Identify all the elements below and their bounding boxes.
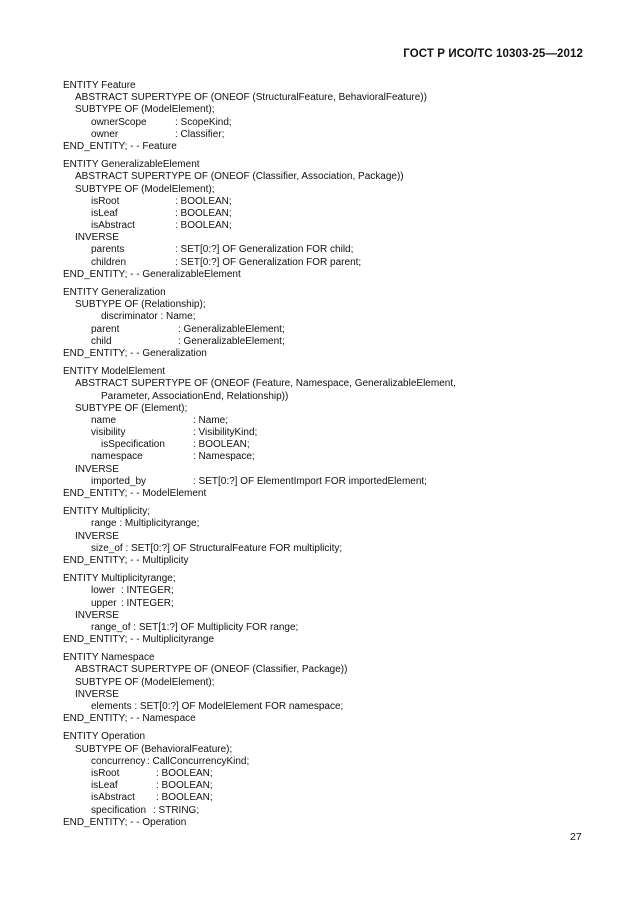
code-line	[63, 555, 590, 567]
code-text: owner	[91, 128, 119, 140]
code-text: ENTITY Generalization	[63, 287, 166, 298]
code-line	[63, 324, 590, 336]
code-line	[63, 232, 590, 244]
code-text: imported_by	[91, 475, 147, 487]
code-text: visibility	[91, 427, 126, 439]
code-line	[63, 220, 590, 232]
code-line	[63, 299, 590, 311]
code-text: isAbstract	[91, 220, 135, 232]
entity-block	[63, 366, 590, 500]
code-text: isRoot	[91, 195, 120, 207]
code-text: discriminator : Name;	[101, 311, 196, 323]
code-text: INVERSE	[75, 609, 119, 621]
code-line	[63, 104, 590, 116]
code-text: isLeaf	[91, 780, 118, 792]
code-line	[63, 464, 590, 476]
code-text: child	[91, 335, 112, 347]
code-line	[63, 701, 590, 713]
code-line	[63, 768, 590, 780]
attribute-type: : BOOLEAN;	[156, 780, 213, 792]
code-text: ENTITY Multiplicity;	[63, 506, 151, 518]
attribute-type: : BOOLEAN;	[175, 195, 232, 207]
code-line	[63, 415, 590, 427]
code-line	[63, 348, 590, 360]
code-text: END_ENTITY; - - Feature	[63, 140, 177, 152]
code-line	[63, 531, 590, 543]
code-line	[63, 451, 590, 463]
code-text: SUBTYPE OF (Element);	[75, 402, 188, 414]
code-text: name	[91, 414, 117, 426]
code-line	[63, 585, 590, 597]
code-text: END_ENTITY; - - Namespace	[63, 713, 196, 725]
code-line	[63, 439, 590, 451]
code-text: ABSTRACT SUPERTYPE OF (ONEOF (Classifier, Association, Package))	[75, 171, 404, 183]
code-text: SUBTYPE OF (Relationship);	[75, 299, 206, 311]
code-line	[63, 731, 590, 743]
code-text: END_ENTITY; - - Multiplicity	[63, 554, 189, 566]
code-line	[63, 196, 590, 208]
code-line	[63, 488, 590, 500]
code-text: SUBTYPE OF (ModelElement);	[75, 183, 215, 195]
attribute-type: : GeneralizableElement;	[178, 323, 285, 335]
code-text: children	[91, 256, 127, 268]
code-line	[63, 573, 590, 585]
code-text: INVERSE	[75, 232, 119, 244]
code-line	[63, 366, 590, 378]
code-line	[63, 184, 590, 196]
attribute-type: : GeneralizableElement;	[178, 335, 285, 347]
code-text: END_ENTITY; - - Operation	[63, 816, 187, 828]
code-line	[63, 677, 590, 689]
code-text: elements : SET[0:?] OF ModelElement FOR namespace;	[91, 701, 344, 712]
code-line	[63, 476, 590, 488]
code-line	[63, 244, 590, 256]
code-line	[63, 598, 590, 610]
code-line	[63, 287, 590, 299]
code-text: ABSTRACT SUPERTYPE OF (ONEOF (Feature, Namespace, GeneralizableElement,	[75, 378, 456, 390]
entity-block	[63, 80, 590, 153]
code-text: Parameter, AssociationEnd, Relationship))	[101, 390, 289, 402]
code-line	[63, 129, 590, 141]
entity-block	[63, 506, 590, 567]
code-text: END_ENTITY; - - ModelElement	[63, 488, 207, 499]
code-text: parent	[91, 323, 120, 335]
code-text: isSpecification	[101, 439, 165, 451]
code-line	[63, 713, 590, 725]
code-line	[63, 336, 590, 348]
attribute-type: : BOOLEAN;	[175, 220, 232, 232]
code-line	[63, 171, 590, 183]
code-line	[63, 792, 590, 804]
code-text: parents	[91, 244, 125, 256]
code-line	[63, 805, 590, 817]
code-line	[63, 159, 590, 171]
code-text: SUBTYPE OF (BehavioralFeature);	[75, 743, 233, 755]
code-line	[63, 610, 590, 622]
code-text: ownerScope	[91, 116, 147, 128]
code-text: specification	[91, 804, 147, 816]
entity-block	[63, 159, 590, 281]
code-text: ENTITY Namespace	[63, 652, 155, 664]
code-line	[63, 403, 590, 415]
code-text: lower	[91, 585, 115, 597]
attribute-type: : BOOLEAN;	[156, 792, 213, 804]
code-text: size_of : SET[0:?] OF StructuralFeature FOR multiplicity;	[91, 542, 343, 554]
code-line	[63, 311, 590, 323]
code-line	[63, 664, 590, 676]
attribute-type: : STRING;	[153, 804, 200, 816]
code-line	[63, 634, 590, 646]
code-text: ENTITY GeneralizableElement	[63, 159, 200, 171]
entity-block	[63, 287, 590, 360]
code-line	[63, 744, 590, 756]
code-text: ENTITY ModelElement	[63, 366, 166, 378]
code-text: range_of : SET[1:?] OF Multiplicity FOR range;	[91, 621, 299, 633]
code-line	[63, 117, 590, 129]
attribute-type: : BOOLEAN;	[175, 207, 232, 219]
attribute-type: : VisibilityKind;	[193, 427, 258, 439]
code-text: upper	[91, 597, 117, 609]
code-line	[63, 80, 590, 92]
code-text: INVERSE	[75, 688, 119, 700]
attribute-type: : SET[0:?] OF Generalization FOR parent;	[175, 256, 362, 268]
code-line	[63, 622, 590, 634]
code-line	[63, 208, 590, 220]
code-text: ENTITY Feature	[63, 80, 136, 91]
document-header: ГОСТ Р ИСО/ТС 10303-25—2012	[403, 48, 583, 60]
code-text: isAbstract	[91, 792, 135, 804]
express-listing	[63, 80, 590, 835]
code-text: END_ENTITY; - - GeneralizableElement	[63, 268, 241, 280]
code-text: SUBTYPE OF (ModelElement);	[75, 104, 215, 116]
attribute-type: : Classifier;	[175, 128, 225, 140]
code-line	[63, 269, 590, 281]
code-line	[63, 141, 590, 153]
code-line	[63, 756, 590, 768]
code-text: ENTITY Operation	[63, 731, 146, 743]
code-line	[63, 92, 590, 104]
code-line	[63, 518, 590, 530]
attribute-type: : SET[0:?] OF Generalization FOR child;	[175, 244, 354, 256]
code-line	[63, 652, 590, 664]
code-line	[63, 780, 590, 792]
entity-block	[63, 652, 590, 725]
attribute-type: : Name;	[193, 414, 229, 426]
attribute-type: : Namespace;	[193, 451, 255, 463]
attribute-type: : SET[0:?] OF ElementImport FOR importedElement;	[193, 475, 427, 487]
code-text: INVERSE	[75, 463, 119, 475]
attribute-type: : INTEGER;	[121, 585, 174, 597]
code-text: isLeaf	[91, 207, 118, 219]
code-text: END_ENTITY; - - Generalization	[63, 347, 207, 359]
code-text: ABSTRACT SUPERTYPE OF (ONEOF (Classifier, Package))	[75, 664, 348, 676]
code-text: isRoot	[91, 767, 120, 779]
code-line	[63, 427, 590, 439]
attribute-type: : INTEGER;	[121, 597, 174, 609]
code-text: namespace	[91, 451, 143, 463]
code-text: range : Multiplicityrange;	[91, 518, 200, 530]
entity-block	[63, 731, 590, 829]
code-text: INVERSE	[75, 530, 119, 542]
code-line	[63, 378, 590, 390]
code-line	[63, 689, 590, 701]
attribute-type: : BOOLEAN;	[193, 439, 250, 451]
code-text: END_ENTITY; - - Multiplicityrange	[63, 634, 215, 646]
code-text: SUBTYPE OF (ModelElement);	[75, 676, 215, 688]
code-line	[63, 543, 590, 555]
attribute-type: : ScopeKind;	[175, 116, 232, 128]
code-line	[63, 817, 590, 829]
code-line	[63, 257, 590, 269]
code-text: concurrency	[91, 755, 146, 767]
entity-block	[63, 573, 590, 646]
attribute-type: : CallConcurrencyKind;	[147, 755, 250, 767]
code-line	[63, 506, 590, 518]
code-text: ABSTRACT SUPERTYPE OF (ONEOF (StructuralFeature, BehavioralFeature))	[75, 92, 427, 104]
attribute-type: : BOOLEAN;	[156, 767, 213, 779]
code-text: ENTITY Multiplicityrange;	[63, 573, 176, 585]
page-number: 27	[570, 831, 582, 843]
code-line	[63, 391, 590, 403]
